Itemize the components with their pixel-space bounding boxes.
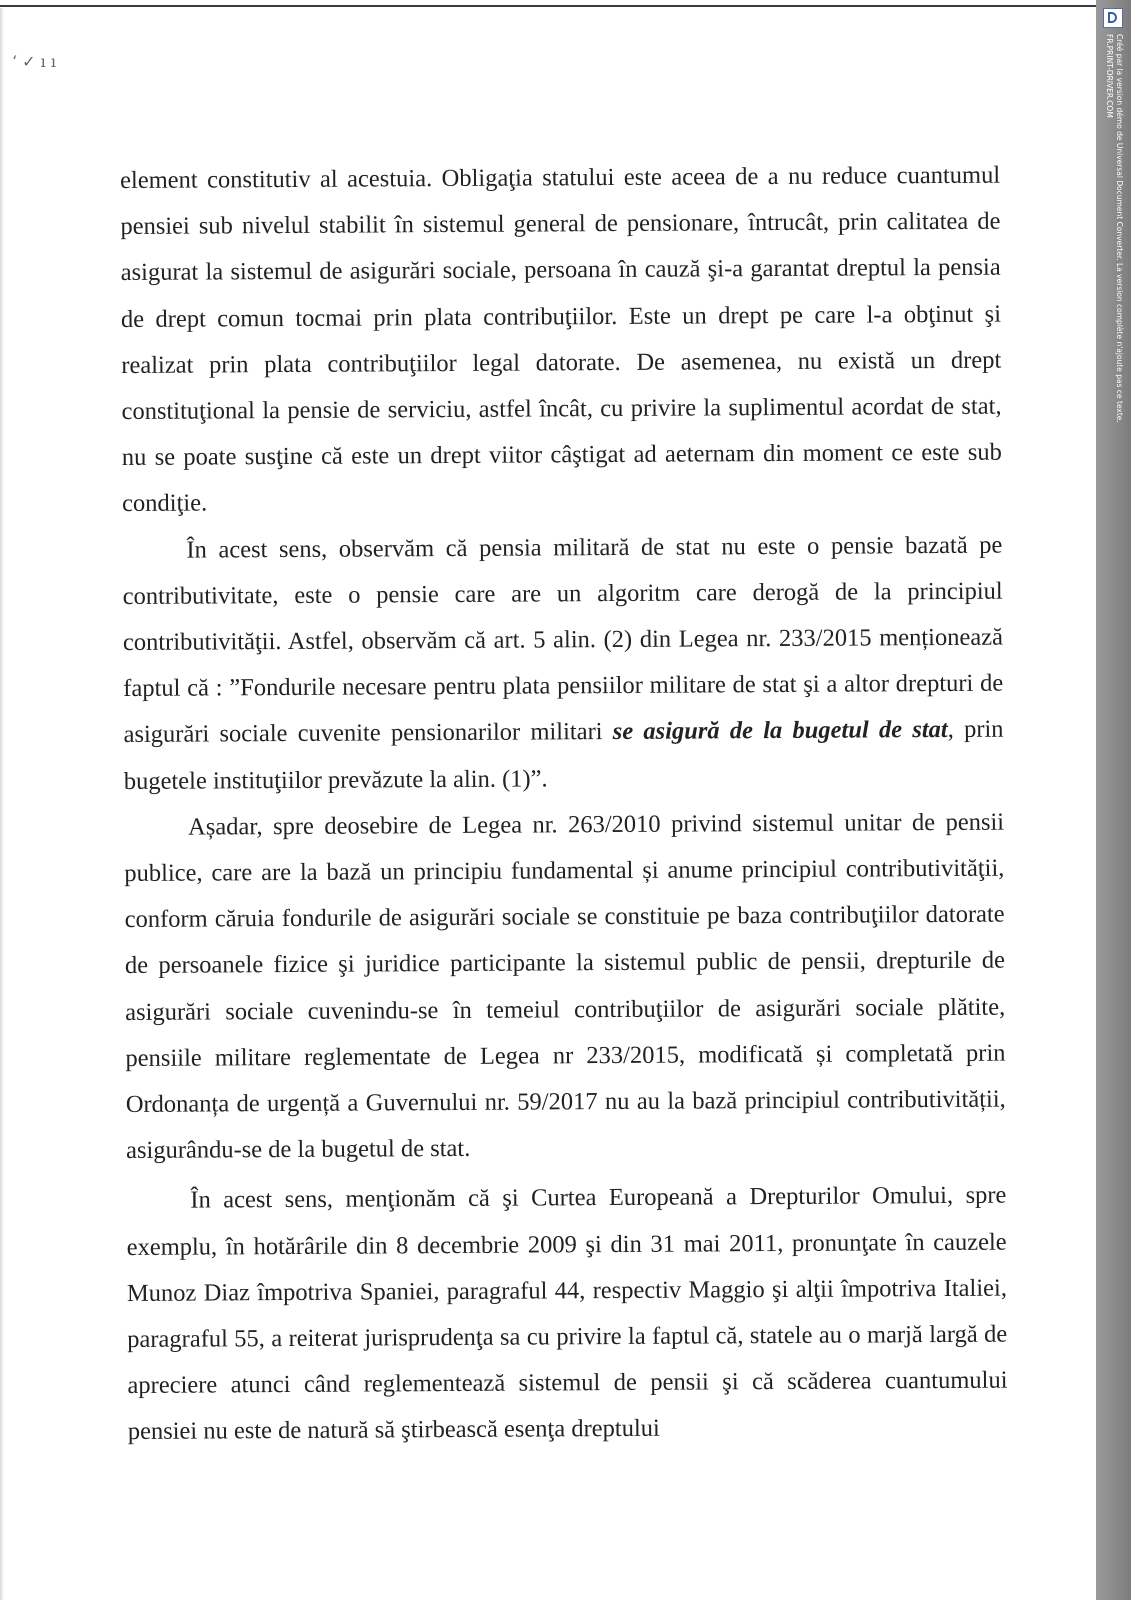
paragraph-3: Așadar, spre deosebire de Legea nr. 263/2010 privind sistemul unitar de pensii publice, care are la bază un principiu fundamental și anume principiul contributivităţii, conform căruia fondurile de asigurări sociale se constituie pe baza contribuţiilor datorate de persoanele fizice şi juridice participante la sistemul public de pensii, drepturile de asigurări sociale cuvenindu-se în temeiul contribuţiilor de asigurări sociale plătite, pensiile militare reglementate de Legea nr 233/2015, modificată și completată prin Ordonanța de urgență a Guvernului nr. 59/2017 nu au la bază principiul contributivității, asigurându-se de la bugetul de stat.: [124, 808, 1006, 1165]
paragraph-4: În acest sens, menţionăm că şi Curtea Europeană a Drepturilor Omului, spre exemplu, în hotărârile din 8 decembrie 2009 şi din 31 mai 2011, pronunţate în cauzele Munoz Diaz împotriva Spaniei, paragraful 44, respectiv Maggio şi alţii împotriva Italiei, paragraful 55, a reiterat jurisprudenţa sa cu privire la faptul că, statele au o marjă largă de apreciere atunci când reglementează sistemul de pensii şi că scăderea cuantumului pensiei nu este de natură să ştirbească esenţa dreptului: [126, 1182, 1008, 1446]
converter-sidebar: [1096, 0, 1131, 1600]
watermark-line-2: FR.PRINT-DRIVER.COM: [1105, 34, 1114, 118]
paragraph-2-emphasis: se asigură de la bugetul de stat: [612, 716, 948, 746]
paragraph-1: element constitutiv al acestuia. Obligaţia statului este aceea de a nu reduce cuantumul pensiei sub nivelul stabilit în sistemul general de pensionare, întrucât, prin calitatea de asigurat la sistemul de asigurări sociale, persoana în cauză şi-a garantat dreptul la pensia de drept comun tocmai prin plata contribuţiilor. Este un drept pe care l-a obţinut şi realizat prin plata contribuţiilor legal datorate. De asemenea, nu există un drept constituţional la pensie de serviciu, astfel încât, cu privire la suplimentul acordat de stat, nu se poate susţine că este un drept viitor câştigat ad aeternam din moment ce este sub condiţie.: [120, 161, 1002, 518]
left-scan-edge: [0, 8, 4, 1600]
top-border: [0, 5, 1096, 7]
paragraph-2-text-b: , prin bugetele instituţiilor prevăzute la alin. (1)”.: [123, 716, 1004, 795]
paragraph-2-text-a: În acest sens, observăm că pensia militară de stat nu este o pensie bazată pe contributivitate, este o pensie care are un algoritm care derogă de la principiul contributivităţii. Astfel, observăm că art. 5 alin. (2) din Legea nr. 233/2015 menționează faptul că : ”Fondurile necesare pentru plata pensiilor militare de stat şi a altor drepturi de asigurări sociale cuvenite pensionarilor militari: [122, 531, 1004, 749]
paragraph-2: [122, 522, 1004, 805]
watermark-line-1: Créé par la version démo de Universal Document Converter. La version complète n'ajoute pas ce texte.: [1115, 34, 1124, 423]
converter-logo-icon: [1103, 8, 1123, 28]
converter-watermark-text: [1102, 34, 1124, 423]
document-body: [120, 153, 1008, 1456]
scan-marks: ‘ ✓ ı ı: [12, 52, 56, 71]
